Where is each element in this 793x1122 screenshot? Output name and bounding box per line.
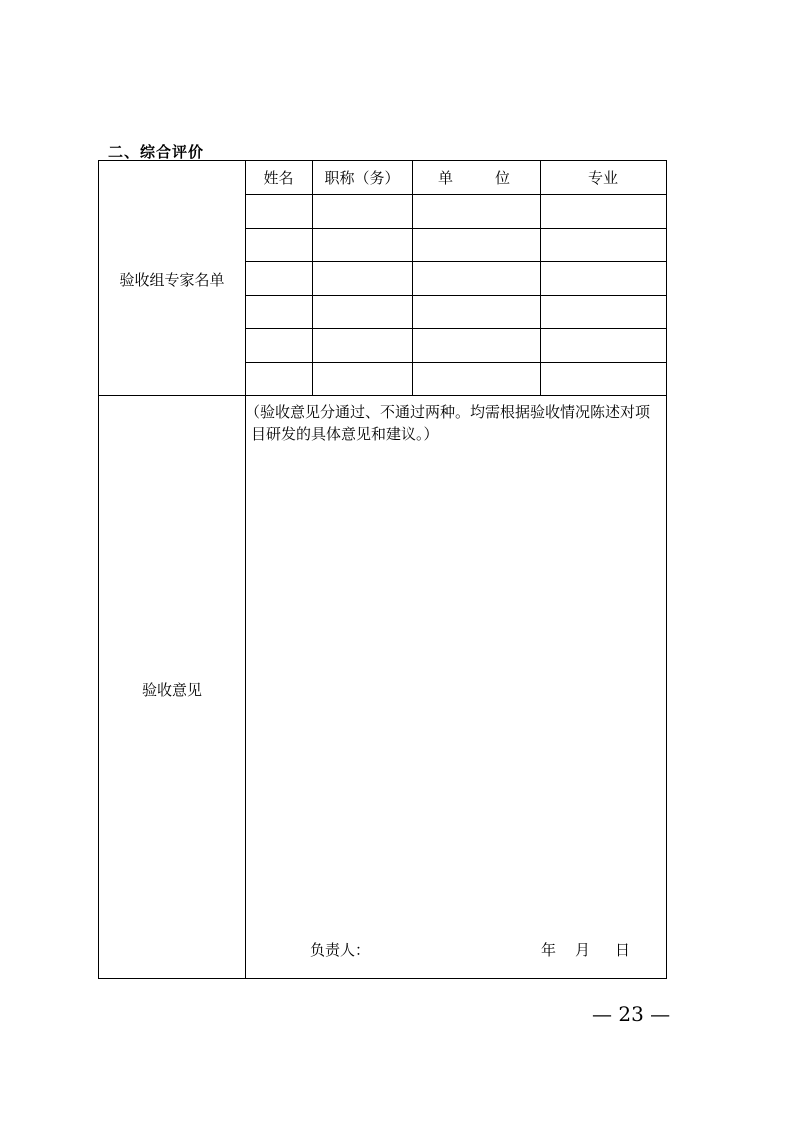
opinion-hint: （验收意见分通过、不通过两种。均需根据验收情况陈述对项目研发的具体意见和建议。） bbox=[245, 403, 651, 443]
page-number: — 23 — bbox=[592, 1002, 671, 1026]
section-title: 二、综合评价 bbox=[108, 143, 205, 161]
label-column-divider bbox=[245, 161, 246, 978]
col-divider-1 bbox=[312, 161, 313, 395]
evaluation-table bbox=[98, 160, 667, 979]
expert-list-label: 验收组专家名单 bbox=[119, 271, 225, 289]
section-divider bbox=[99, 395, 666, 396]
header-unit: 单 位 bbox=[437, 169, 514, 187]
header-name: 姓名 bbox=[263, 169, 294, 187]
signer-label: 负责人： bbox=[310, 941, 371, 959]
row-line bbox=[245, 295, 666, 296]
row-line bbox=[245, 362, 666, 363]
row-line bbox=[245, 261, 666, 262]
date-month: 月 bbox=[575, 941, 591, 959]
opinion-label: 验收意见 bbox=[141, 681, 202, 699]
row-line bbox=[245, 194, 666, 195]
row-line bbox=[245, 228, 666, 229]
col-divider-3 bbox=[540, 161, 541, 395]
row-line bbox=[245, 328, 666, 329]
header-title: 职称（务） bbox=[324, 169, 400, 187]
date-day: 日 bbox=[615, 941, 631, 959]
header-specialty: 专业 bbox=[587, 169, 618, 187]
date-year: 年 bbox=[541, 941, 557, 959]
col-divider-2 bbox=[412, 161, 413, 395]
